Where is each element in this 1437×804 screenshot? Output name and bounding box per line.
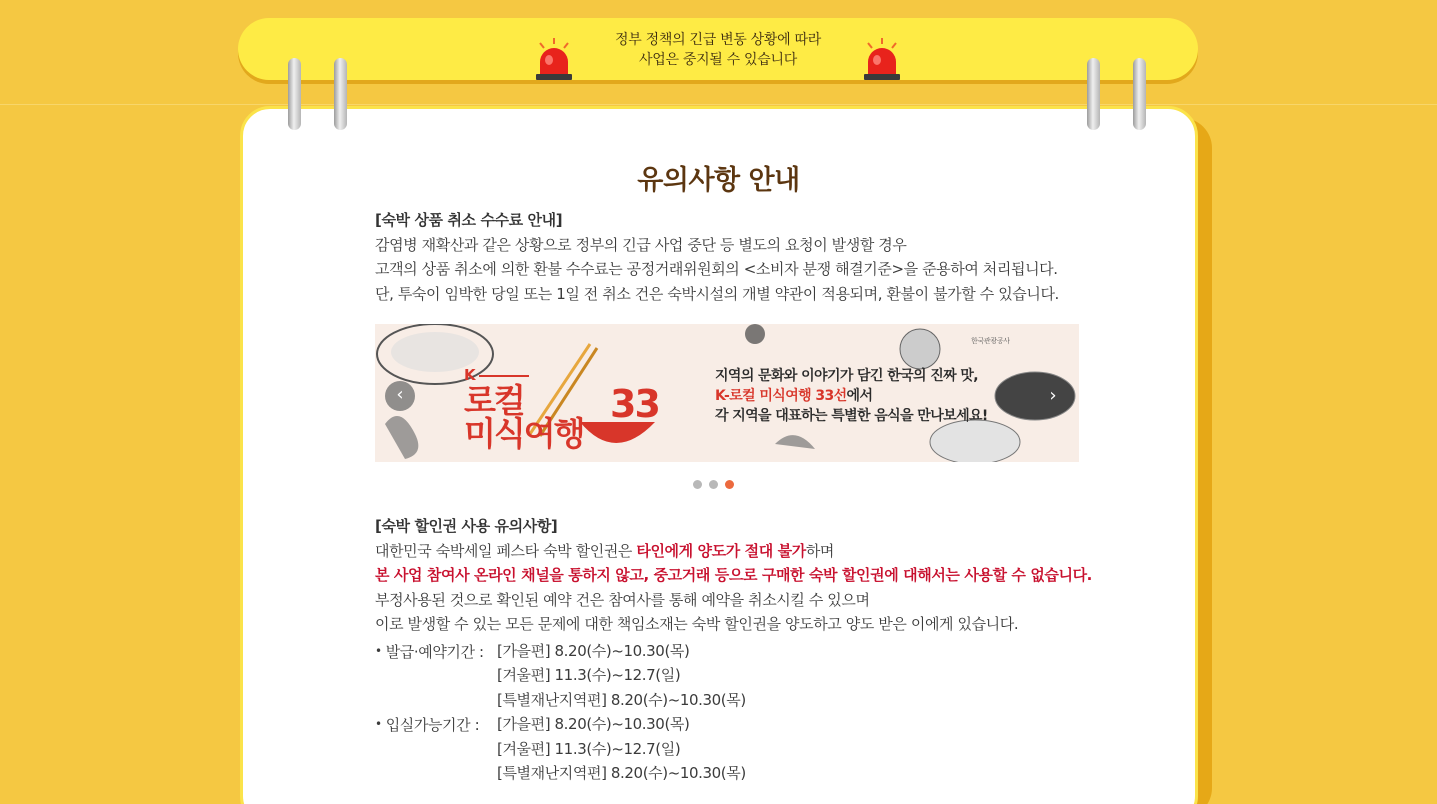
- binder-ring: [288, 58, 301, 130]
- issue-period: [375, 639, 1135, 713]
- paragraph-line: 단, 투숙이 임박한 당일 또는 1일 전 취소 건은 숙박시설의 개별 약관이 적용되며, 환불이 불가할 수 있습니다.: [375, 284, 1059, 303]
- siren-icon: [859, 36, 905, 82]
- emphasis-text: 타인에게 양도가 절대 불가: [636, 541, 806, 560]
- banner-title-line-2: 미식여행: [464, 414, 584, 453]
- banner-desc-line-3: 각 지역을 대표하는 특별한 음식을 만나보세요!: [715, 408, 988, 424]
- text-segment: 하며: [805, 541, 835, 560]
- period-label-text: 입실가능기간 :: [385, 716, 480, 734]
- paragraph-line: [375, 539, 1135, 564]
- period-item: [가을편] 8.20(수)~10.30(목): [497, 715, 690, 733]
- period-item: [겨울편] 11.3(수)~12.7(일): [497, 739, 681, 758]
- coupon-notice-section: [375, 514, 1135, 786]
- carousel-pagination: [693, 474, 741, 493]
- banner-desc-line-2: [715, 386, 988, 406]
- emphasis-line: 본 사업 참여사 온라인 채널을 통하지 않고, 중고거래 등으로 구매한 숙박 할인권에 대해서는 사용할 수 없습니다.: [375, 566, 1092, 584]
- paragraph-line: 감염병 재확산과 같은 상황으로 정부의 긴급 사업 중단 등 별도의 요청이 발생할 경우: [375, 235, 907, 254]
- carousel-dot-active[interactable]: [725, 480, 734, 489]
- bullet-icon: •: [375, 717, 382, 731]
- banner-desc-highlight: K-로컬 미식여행 33선: [715, 388, 847, 404]
- carousel-prev-button[interactable]: ‹: [385, 381, 415, 411]
- period-item: [겨울편] 11.3(수)~12.7(일): [497, 666, 681, 684]
- period-item: [특별재난지역편] 8.20(수)~10.30(목): [497, 764, 746, 782]
- period-list: [497, 639, 746, 713]
- alert-banner: [238, 18, 1198, 80]
- period-item: [가을편] 8.20(수)~10.30(목): [497, 641, 690, 660]
- text-segment: 대한민국 숙박세일 페스타 숙박 할인권은: [375, 541, 637, 560]
- paragraph-line: 고객의 상품 취소에 의한 환불 수수료는 공정거래위원회의 <소비자 분쟁 해결기준>을 준용하여 처리됩니다.: [375, 260, 1058, 278]
- binder-ring: [1133, 58, 1146, 130]
- background-divider: [0, 104, 1437, 105]
- alert-line-2: 사업은 중지될 수 있습니다: [639, 52, 797, 68]
- banner-k-label: K: [464, 366, 476, 384]
- banner-desc-rest: 에서: [846, 388, 873, 404]
- section-heading: [숙박 할인권 사용 유의사항]: [375, 517, 558, 535]
- period-item: [특별재난지역편] 8.20(수)~10.30(목): [497, 690, 746, 709]
- promo-banner-carousel[interactable]: [375, 324, 1079, 462]
- banner-k-underline: [479, 375, 529, 377]
- alert-line-1: 정부 정책의 긴급 변동 상황에 따라: [615, 32, 821, 48]
- binder-ring: [1087, 58, 1100, 130]
- banner-description: [715, 366, 988, 426]
- banner-desc-line-1: 지역의 문화와 이야기가 담긴 한국의 진짜 맛,: [715, 368, 978, 384]
- banner-number: 33: [610, 382, 659, 426]
- bullet-icon: •: [375, 643, 382, 658]
- cancel-fee-section: [375, 208, 1135, 306]
- carousel-dot[interactable]: [709, 480, 718, 489]
- carousel-next-button[interactable]: ›: [1049, 385, 1057, 406]
- page-title: 유의사항 안내: [637, 165, 800, 196]
- checkin-period: [375, 712, 1135, 786]
- binder-ring: [334, 58, 347, 130]
- siren-icon: [531, 36, 577, 82]
- carousel-dot[interactable]: [693, 480, 702, 489]
- banner-title-line-1: 로컬: [464, 381, 524, 420]
- period-label: [375, 639, 497, 713]
- paragraph-line: 이로 발생할 수 있는 모든 문제에 대한 책임소재는 숙박 할인권을 양도하고 양도 받은 이에게 있습니다.: [375, 615, 1019, 633]
- paragraph-line: 부정사용된 것으로 확인된 예약 건은 참여사를 통해 예약을 취소시킬 수 있으며: [375, 590, 870, 609]
- banner-logo: 한국관광공사: [971, 337, 1010, 345]
- section-heading: [숙박 상품 취소 수수료 안내]: [375, 211, 563, 229]
- period-list: [497, 712, 746, 786]
- period-label: [375, 712, 497, 786]
- period-label-text: 발급·예약기간 :: [385, 642, 484, 661]
- alert-message: [238, 30, 1198, 70]
